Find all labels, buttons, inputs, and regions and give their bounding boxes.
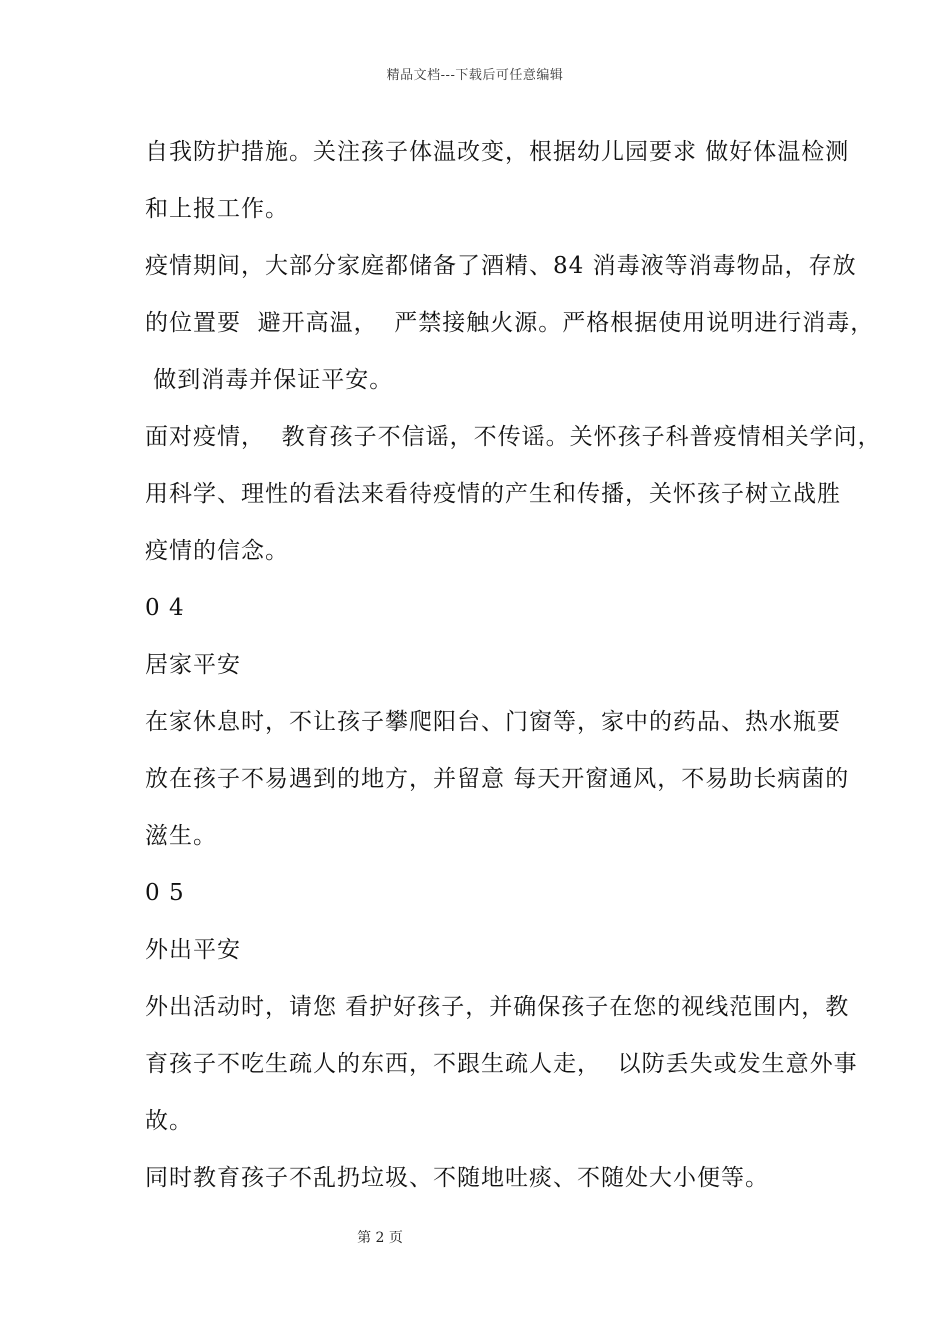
body-line: 疫情期间，大部分家庭都储备了酒精、84 消毒液等消毒物品，存放: [145, 253, 857, 279]
body-line: 做到消毒并保证平安。: [145, 367, 394, 393]
body-line: 放在孩子不易遇到的地方，并留意 每天开窗通风，不易助长病菌的: [145, 766, 850, 792]
body-line: 外出活动时，请您 看护好孩子，并确保孩子在您的视线范围内，教: [145, 994, 850, 1020]
body-line: 和上报工作。: [145, 196, 289, 222]
body-line: 在家休息时，不让孩子攀爬阳台、门窗等，家中的药品、热水瓶要: [145, 709, 841, 735]
page-number: 第 2 页: [357, 1230, 403, 1246]
page-header: 精品文档---下载后可任意编辑: [386, 68, 564, 83]
body-line: 疫情的信念。: [145, 538, 289, 564]
body-line: 滋生。: [145, 823, 217, 849]
body-line: 用科学、理性的看法来看待疫情的产生和传播，关怀孩子树立战胜: [145, 481, 841, 507]
body-line: 的位置要 避开高温， 严禁接触火源。严格根据使用说明进行消毒，: [145, 310, 875, 336]
body-line: 育孩子不吃生疏人的东西，不跟生疏人走， 以防丢失或发生意外事: [145, 1051, 858, 1077]
body-line: 面对疫情， 教育孩子不信谣，不传谣。关怀孩子科普疫情相关学问，: [145, 424, 882, 450]
body-line: 同时教育孩子不乱扔垃圾、不随地吐痰、不随处大小便等。: [145, 1165, 769, 1191]
section-number: 0 5: [145, 880, 185, 906]
section-number: 0 4: [145, 595, 185, 621]
body-line: 自我防护措施。关注孩子体温改变，根据幼儿园要求 做好体温检测: [145, 139, 850, 165]
section-heading: 居家平安: [145, 652, 241, 678]
body-line: 故。: [145, 1108, 193, 1134]
section-heading: 外出平安: [145, 937, 241, 963]
